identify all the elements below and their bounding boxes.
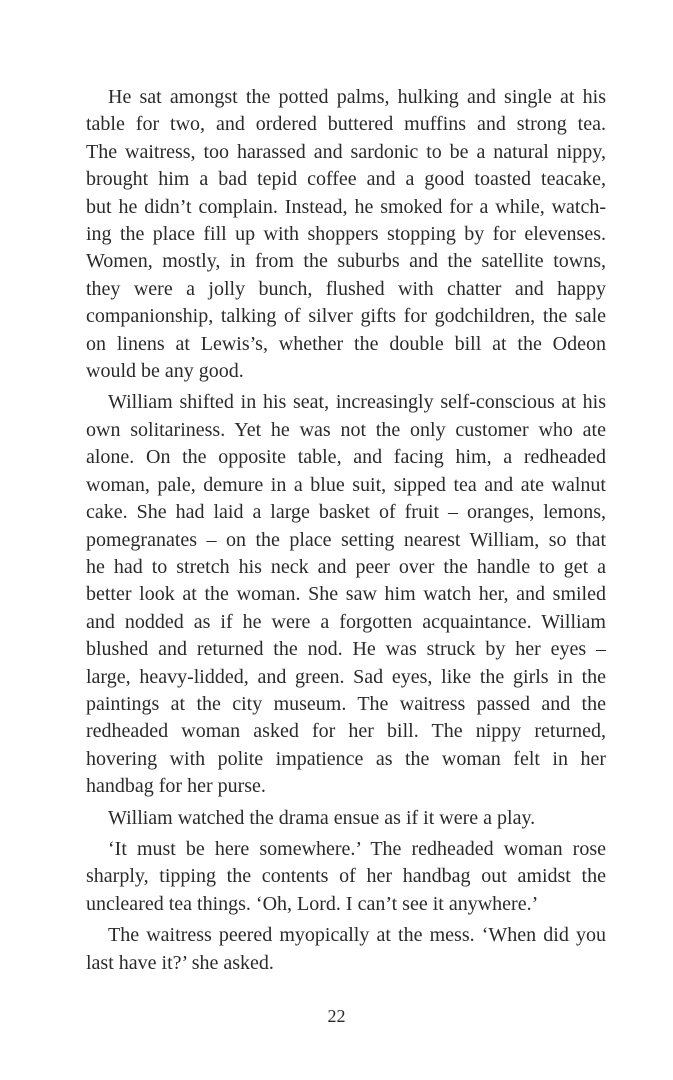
text-line: redheaded woman asked for her bill. The nippy returned, [86, 720, 606, 743]
text-line: ing the place fill up with shoppers stopping by for elevenses. [86, 223, 606, 246]
text-line: on linens at Lewis’s, whether the double bill at the Odeon [86, 332, 606, 355]
text-line: they were a jolly bunch, flushed with chatter and happy [86, 277, 606, 300]
text-line: better look at the woman. She saw him watch her, and smiled [86, 583, 606, 606]
text-line: Women, mostly, in from the suburbs and the satellite towns, [86, 250, 606, 273]
paragraph [86, 922, 606, 977]
text-line: cake. She had laid a large basket of fruit – oranges, lemons, [86, 501, 606, 524]
text-line: handbag for her purse. [86, 775, 266, 798]
paragraph [86, 389, 606, 800]
text-line: The waitress peered myopically at the mess. ‘When did you [108, 924, 606, 947]
text-line: brought him a bad tepid coffee and a good toasted teacake, [86, 168, 606, 191]
text-line: paintings at the city museum. The waitress passed and the [86, 692, 606, 715]
text-line: would be any good. [86, 360, 244, 383]
text-line: companionship, talking of silver gifts for godchildren, the sale [86, 305, 606, 328]
text-line: table for two, and ordered buttered muffins and strong tea. [86, 113, 606, 136]
text-line: William shifted in his seat, increasingly self-conscious at his [108, 391, 606, 414]
text-line: pomegranates – on the place setting nearest William, so that [86, 528, 606, 551]
text-line: but he didn’t complain. Instead, he smoked for a while, watch- [86, 195, 606, 218]
text-line: sharply, tipping the contents of her handbag out amidst the [86, 865, 606, 888]
text-line: large, heavy-lidded, and green. Sad eyes, like the girls in the [86, 665, 606, 688]
text-line: own solitariness. Yet he was not the only customer who ate [86, 418, 606, 441]
text-line: William watched the drama ensue as if it were a play. [108, 806, 536, 829]
text-line: he had to stretch his neck and peer over the handle to get a [86, 555, 606, 578]
text-line: He sat amongst the potted palms, hulking and single at his [108, 86, 606, 108]
text-line: ‘It must be here somewhere.’ The redheaded woman rose [108, 837, 606, 860]
paragraph [86, 84, 606, 385]
body-text [86, 84, 606, 977]
paragraph [86, 805, 606, 832]
text-line: blushed and returned the nod. He was struck by her eyes – [86, 638, 606, 661]
text-line: and nodded as if he were a forgotten acquaintance. William [86, 610, 606, 633]
text-line: alone. On the opposite table, and facing him, a redheaded [86, 446, 606, 469]
text-line: The waitress, too harassed and sardonic to be a natural nippy, [86, 140, 606, 163]
text-line: uncleared tea things. ‘Oh, Lord. I can’t see it anywhere.’ [86, 892, 539, 915]
text-line: hovering with polite impatience as the woman felt in her [86, 747, 606, 770]
page-number: 22 [327, 1006, 346, 1026]
text-line: last have it?’ she asked. [86, 951, 274, 974]
text-line: woman, pale, demure in a blue suit, sipped tea and ate walnut [86, 473, 606, 496]
paragraph [86, 836, 606, 918]
